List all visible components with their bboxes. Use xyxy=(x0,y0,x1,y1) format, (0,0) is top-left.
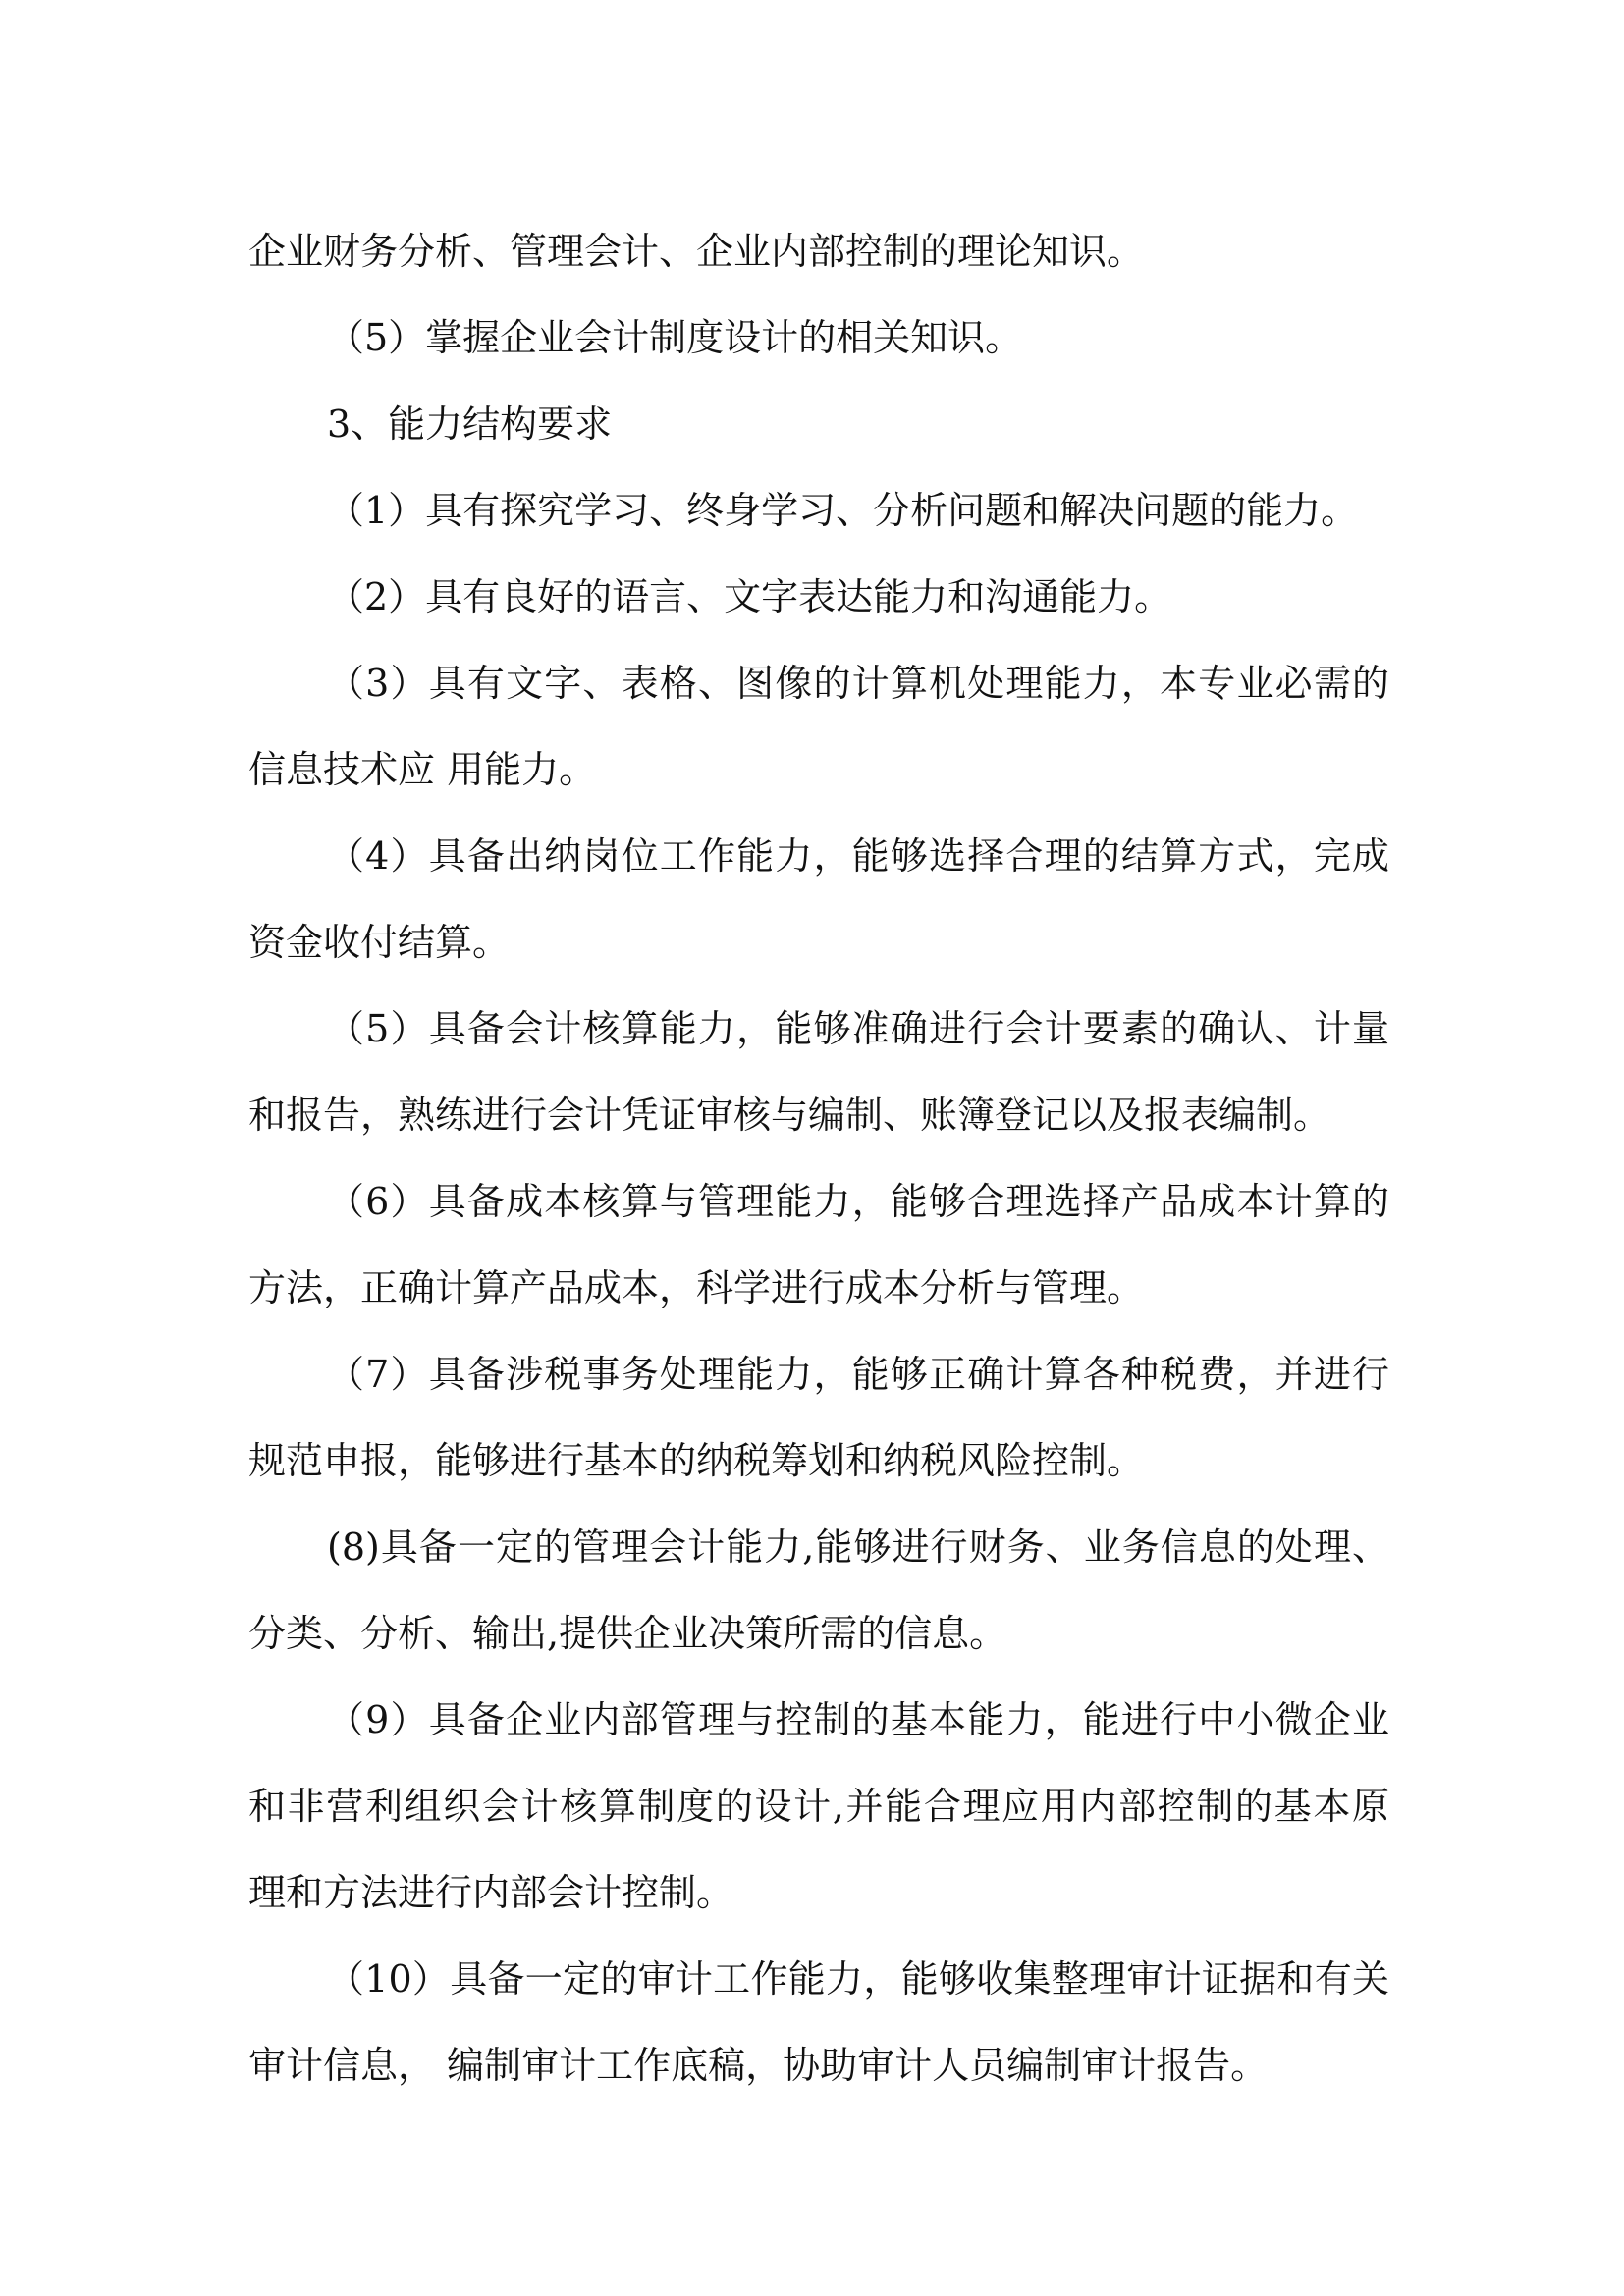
paragraph-line: 方法，正确计算产品成本，科学进行成本分析与管理。 xyxy=(248,1266,1145,1309)
section-heading: 3、能力结构要求 xyxy=(327,402,613,446)
paragraph-line: （3）具有文字、表格、图像的计算机处理能力，本专业必需的 xyxy=(327,662,1389,705)
paragraph-line: 和非营利组织会计核算制度的设计,并能合理应用内部控制的基本原 xyxy=(248,1785,1389,1828)
paragraph-line: (8)具备一定的管理会计能力,能够进行财务、业务信息的处理、 xyxy=(327,1525,1389,1569)
paragraph-line: （9）具备企业内部管理与控制的基本能力，能进行中小微企业 xyxy=(327,1698,1389,1741)
paragraph-line: （2）具有良好的语言、文字表达能力和沟通能力。 xyxy=(327,575,1172,618)
paragraph-line: 和报告，熟练进行会计凭证审核与编制、账簿登记以及报表编制。 xyxy=(248,1094,1331,1137)
paragraph-line: （1）具有探究学习、终身学习、分析问题和解决问题的能力。 xyxy=(327,489,1359,532)
paragraph-line: 审计信息， 编制审计工作底稿，协助审计人员编制审计报告。 xyxy=(248,2044,1269,2087)
paragraph-line: （7）具备涉税事务处理能力，能够正确计算各种税费，并进行 xyxy=(327,1353,1389,1396)
paragraph-line: 资金收付结算。 xyxy=(248,921,511,964)
paragraph-line: 理和方法进行内部会计控制。 xyxy=(248,1871,734,1914)
paragraph-line: 企业财务分析、管理会计、企业内部控制的理论知识。 xyxy=(248,230,1145,273)
paragraph-line: （6）具备成本核算与管理能力，能够合理选择产品成本计算的 xyxy=(327,1180,1389,1223)
body-text xyxy=(248,208,1389,2109)
paragraph-line: 分类、分析、输出,提供企业决策所需的信息。 xyxy=(248,1612,1007,1655)
paragraph-line: 规范申报，能够进行基本的纳税筹划和纳税风险控制。 xyxy=(248,1439,1145,1482)
paragraph-line: （10）具备一定的审计工作能力，能够收集整理审计证据和有关 xyxy=(327,1957,1389,2001)
paragraph-line: 信息技术应 用能力。 xyxy=(248,748,597,791)
paragraph-line: （5）掌握企业会计制度设计的相关知识。 xyxy=(327,316,1023,359)
paragraph-line: （5）具备会计核算能力，能够准确进行会计要素的确认、计量 xyxy=(327,1007,1389,1050)
paragraph-line: （4）具备出纳岗位工作能力，能够选择合理的结算方式，完成 xyxy=(327,834,1389,878)
